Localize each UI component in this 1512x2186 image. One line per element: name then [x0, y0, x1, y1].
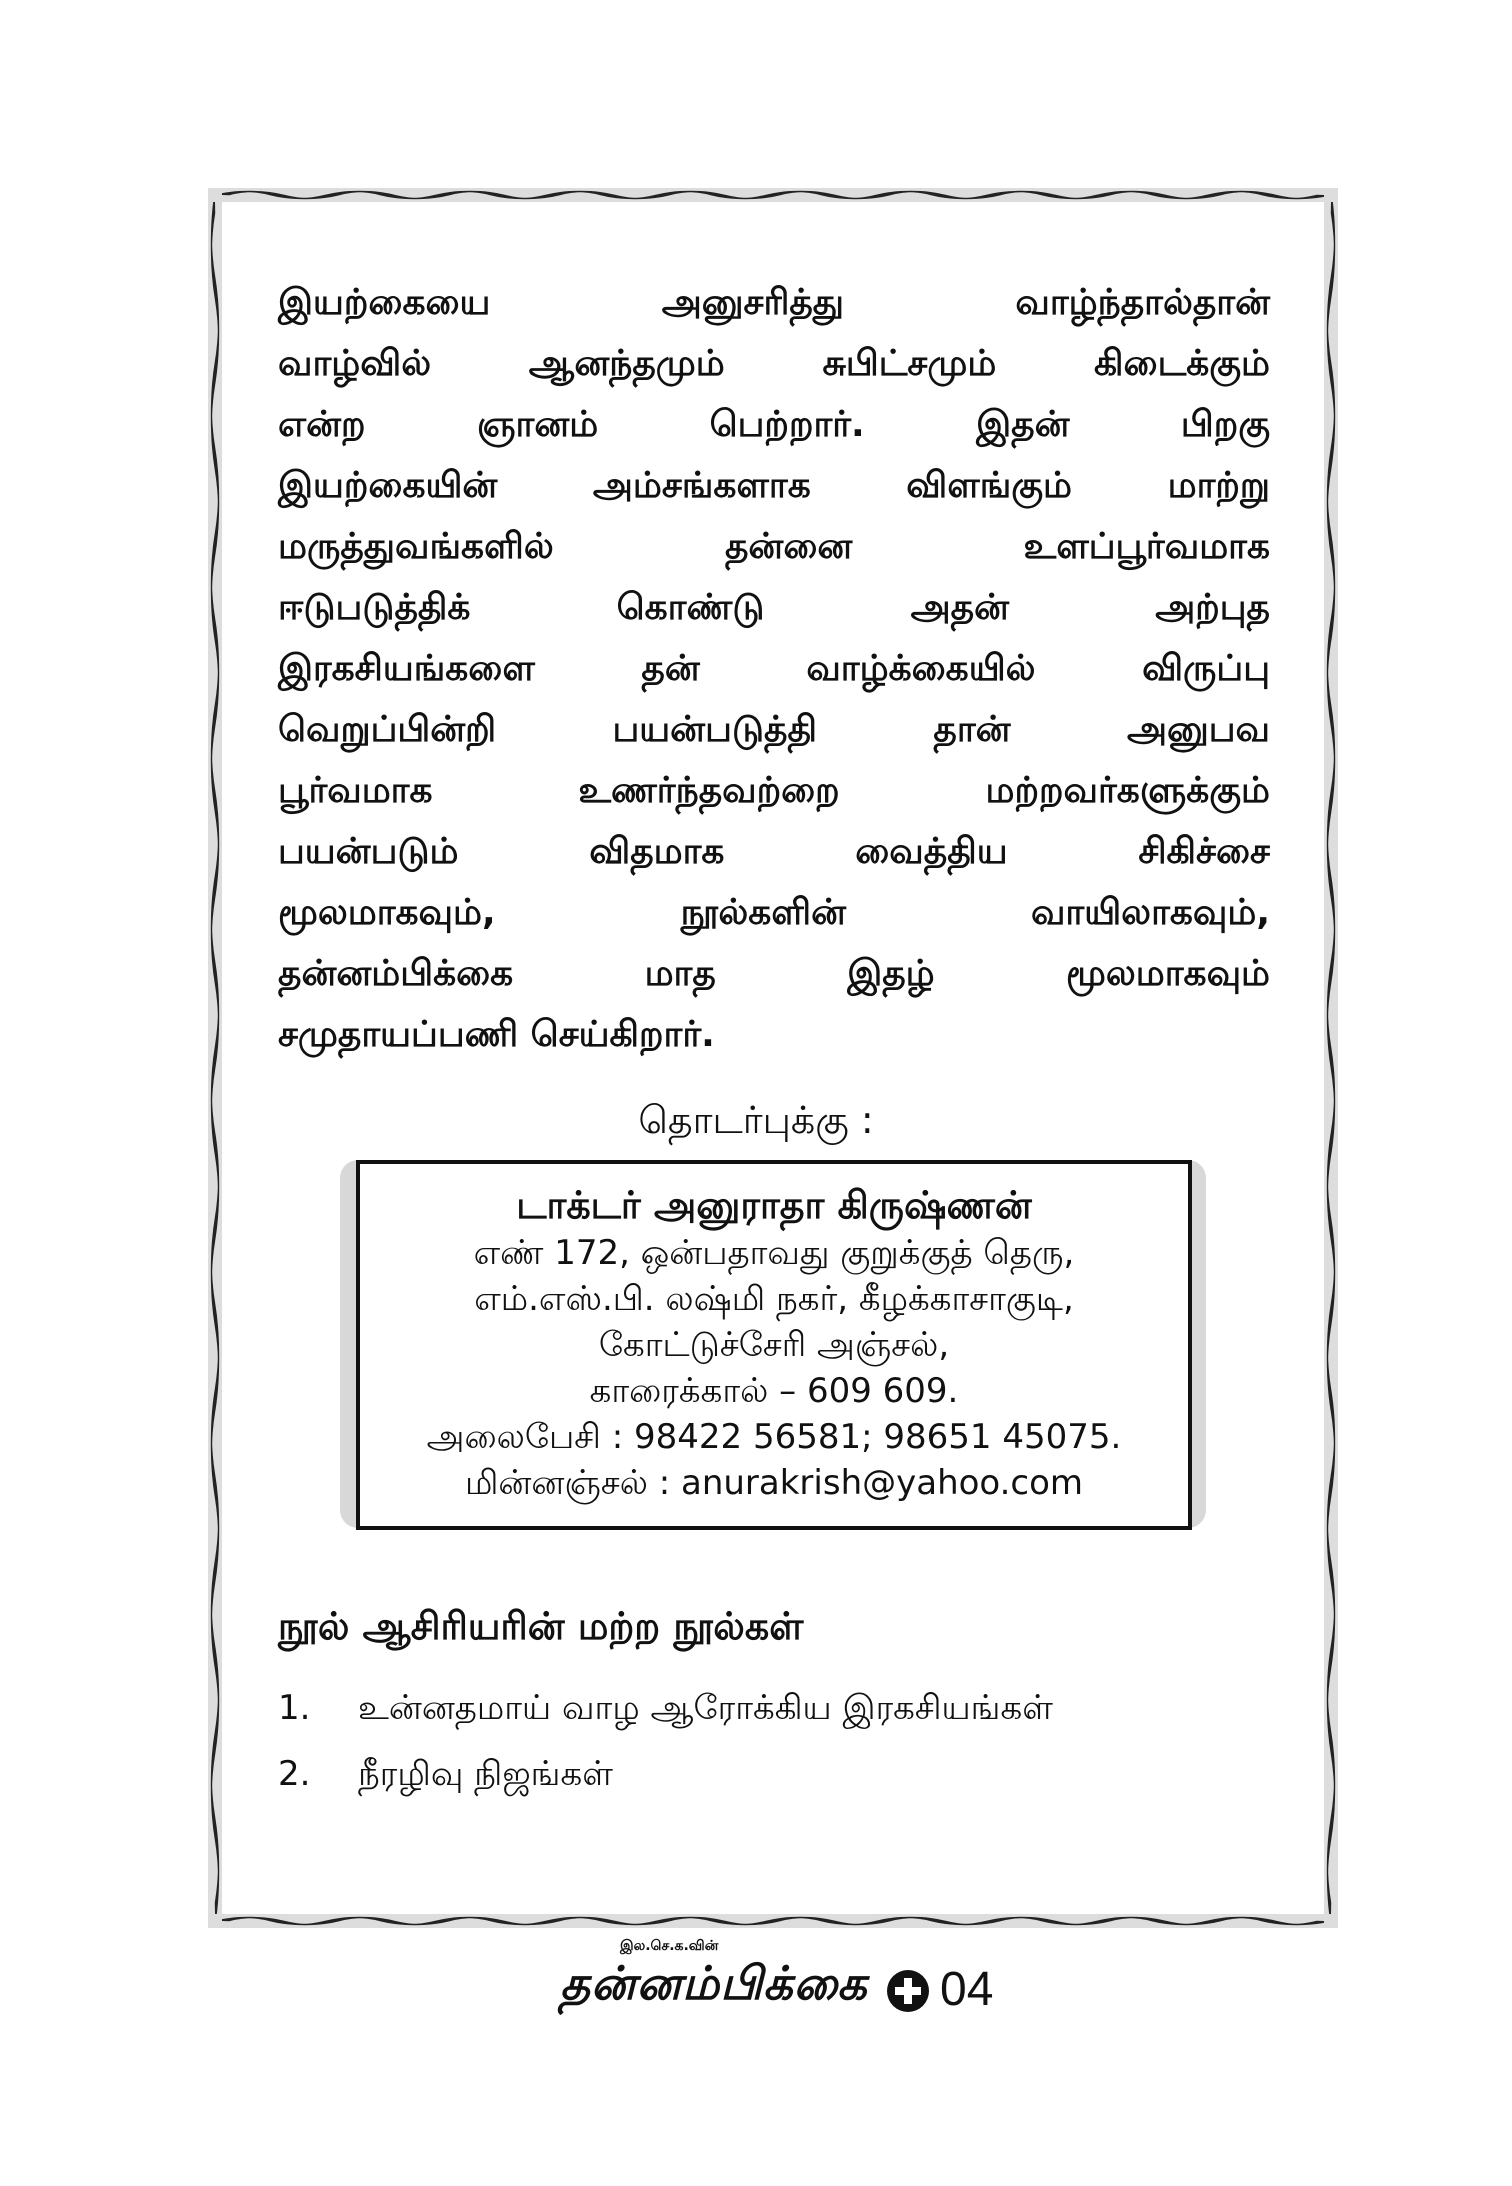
book-title: நீரழிவு நிஜங்கள் [358, 1754, 613, 1794]
phone-line: அலைபேசி : 98422 56581; 98651 45075. [426, 1417, 1122, 1457]
page-footer [560, 1938, 1040, 2038]
biography-paragraph [278, 272, 1270, 1065]
paragraph-line: இயற்கையை அனுசரித்து வாழ்ந்தால்தான் [278, 282, 1270, 323]
paragraph-line: மருத்துவங்களில் தன்னை உளப்பூர்வமாக [278, 526, 1270, 567]
paragraph-line: ஈடுபடுத்திக் கொண்டு அதன் அற்புத [278, 587, 1270, 628]
address-line: கோட்டுச்சேரி அஞ்சல், [598, 1325, 950, 1365]
other-books-list [278, 1680, 1278, 1812]
other-books-title: நூல் ஆசிரியரின் மற்ற நூல்கள் [278, 1604, 804, 1648]
contact-heading: தொடர்புக்கு : [638, 1098, 874, 1142]
contact-name: டாக்டர் அனுராதா கிருஷ்ணன் [516, 1183, 1032, 1227]
plus-circle-icon [885, 1968, 931, 2014]
paragraph-line: பயன்படும் விதமாக வைத்திய சிகிச்சை [278, 831, 1270, 872]
paragraph-line: என்ற ஞானம் பெற்றார். இதன் பிறகு [278, 404, 1270, 445]
address-line: எம்.எஸ்.பி. லஷ்மி நகர், கீழக்காசாகுடி, [474, 1279, 1074, 1319]
paragraph-line: வாழ்வில் ஆனந்தமும் சுபிட்சமும் கிடைக்கும் [278, 343, 1270, 384]
paragraph-line: வெறுப்பின்றி பயன்படுத்தி தான் அனுபவ [278, 709, 1270, 750]
contact-box [356, 1160, 1192, 1530]
page-number: 04 [940, 1963, 994, 2016]
footer-publisher-text: இல.செ.க.வின் [620, 1938, 719, 1954]
list-number: 2. [278, 1754, 311, 1794]
list-item [278, 1680, 1278, 1746]
address-line: காரைக்கால் – 609 609. [589, 1371, 959, 1411]
list-number: 1. [278, 1688, 311, 1728]
email-line: மின்னஞ்சல் : anurakrish@yahoo.com [464, 1463, 1084, 1503]
border-top-pattern [222, 188, 1324, 202]
list-item [278, 1746, 1278, 1812]
border-left-pattern [208, 202, 222, 1914]
paragraph-line: பூர்வமாக உணர்ந்தவற்றை மற்றவர்களுக்கும் [278, 770, 1270, 811]
paragraph-line: மூலமாகவும், நூல்களின் வாயிலாகவும், [278, 892, 1270, 933]
address-line: எண் 172, ஒன்பதாவது குறுக்குத் தெரு, [473, 1233, 1075, 1273]
paragraph-line: சமுதாயப்பணி செய்கிறார். [278, 1014, 715, 1055]
book-title: உன்னதமாய் வாழ ஆரோக்கிய இரகசியங்கள் [358, 1688, 1053, 1728]
magazine-logo: தன்னம்பிக்கை [560, 1956, 868, 2010]
paragraph-line: இயற்கையின் அம்சங்களாக விளங்கும் மாற்று [278, 465, 1270, 506]
paragraph-line: தன்னம்பிக்கை மாத இதழ் மூலமாகவும் [278, 953, 1270, 994]
border-right-pattern [1324, 202, 1338, 1914]
border-bottom-pattern [222, 1914, 1324, 1928]
paragraph-line: இரகசியங்களை தன் வாழ்க்கையில் விருப்பு [278, 648, 1270, 689]
